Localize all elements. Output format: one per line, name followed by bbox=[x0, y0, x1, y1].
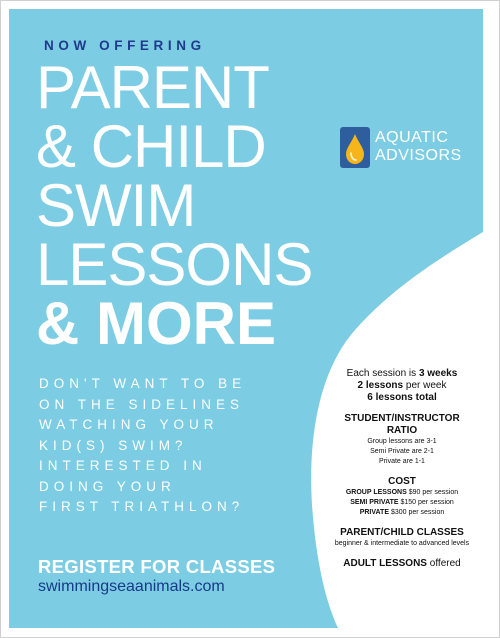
lessons-total bbox=[332, 392, 472, 404]
adult-lessons-rest: offered bbox=[426, 558, 461, 569]
logo-word-aquatic: AQUATIC bbox=[375, 129, 449, 146]
logo-badge bbox=[340, 127, 370, 168]
lessons-per-week-rest: per week bbox=[403, 380, 447, 391]
parent-child-heading: PARENT/CHILD CLASSES bbox=[340, 527, 464, 538]
parent-child-levels: beginner & intermediate to advanced levels bbox=[334, 540, 470, 547]
question-text bbox=[39, 374, 246, 518]
headline-line-child: & CHILD bbox=[36, 113, 266, 180]
website-link[interactable]: swimmingseaanimals.com bbox=[38, 578, 225, 595]
question-line-2: ON THE SIDELINES bbox=[39, 396, 245, 412]
ratio-group: Group lessons are 3-1 bbox=[367, 438, 437, 445]
ratio-heading-line-2: RATIO bbox=[386, 425, 418, 436]
ratio-heading-line-1: STUDENT/INSTRUCTOR bbox=[344, 413, 460, 424]
ratio-semi-private: Semi Private are 2-1 bbox=[370, 448, 434, 455]
aquatic-advisors-logo bbox=[340, 124, 465, 174]
cost-private-label: PRIVATE bbox=[359, 509, 390, 516]
cost-semi-label: SEMI PRIVATE bbox=[350, 499, 399, 506]
cost-semi-price: $150 per session bbox=[398, 499, 454, 506]
question-line-1: DON'T WANT TO BE bbox=[39, 376, 247, 391]
session-prefix: Each session is bbox=[346, 368, 419, 379]
cost-semi-private bbox=[332, 498, 472, 508]
lessons-per-week bbox=[332, 380, 472, 392]
cost-heading: COST bbox=[388, 476, 416, 487]
cost-private-price: $300 per session bbox=[389, 509, 445, 516]
lessons-total-text: 6 lessons total bbox=[367, 392, 437, 403]
session-weeks: 3 weeks bbox=[418, 368, 458, 379]
question-line-4: KID(S) SWIM? bbox=[39, 437, 188, 453]
headline-line-lessons: LESSONS bbox=[36, 231, 313, 298]
logo-wordmark bbox=[375, 129, 462, 165]
ratio-private: Private are 1-1 bbox=[379, 458, 425, 465]
adult-lessons-label: ADULT LESSONS bbox=[343, 558, 427, 569]
logo-word-advisors: ADVISORS bbox=[375, 147, 462, 164]
water-drop-icon bbox=[344, 133, 366, 165]
question-line-3: WATCHING YOUR bbox=[39, 417, 219, 432]
headline-line-parent: PARENT bbox=[36, 54, 269, 121]
question-line-7: FIRST TRIATHLON? bbox=[39, 499, 245, 514]
cost-private bbox=[332, 508, 472, 518]
headline-line-more: & MORE bbox=[36, 290, 276, 357]
adult-lessons bbox=[332, 558, 472, 570]
question-line-6: DOING YOUR bbox=[39, 478, 176, 494]
cost-group-label: GROUP LESSONS bbox=[345, 489, 407, 496]
question-line-5: INTERESTED IN bbox=[39, 458, 207, 473]
cost-group bbox=[332, 488, 472, 498]
headline-line-swim: SWIM bbox=[36, 172, 196, 239]
cost-group-price: $90 per session bbox=[406, 489, 459, 496]
register-for-classes: REGISTER FOR CLASSES bbox=[38, 556, 276, 577]
now-offering-tag: NOW OFFERING bbox=[44, 38, 206, 53]
session-length bbox=[332, 368, 472, 380]
info-column bbox=[332, 368, 472, 570]
headline bbox=[36, 54, 313, 357]
lessons-per-week-count: 2 lessons bbox=[357, 380, 404, 391]
